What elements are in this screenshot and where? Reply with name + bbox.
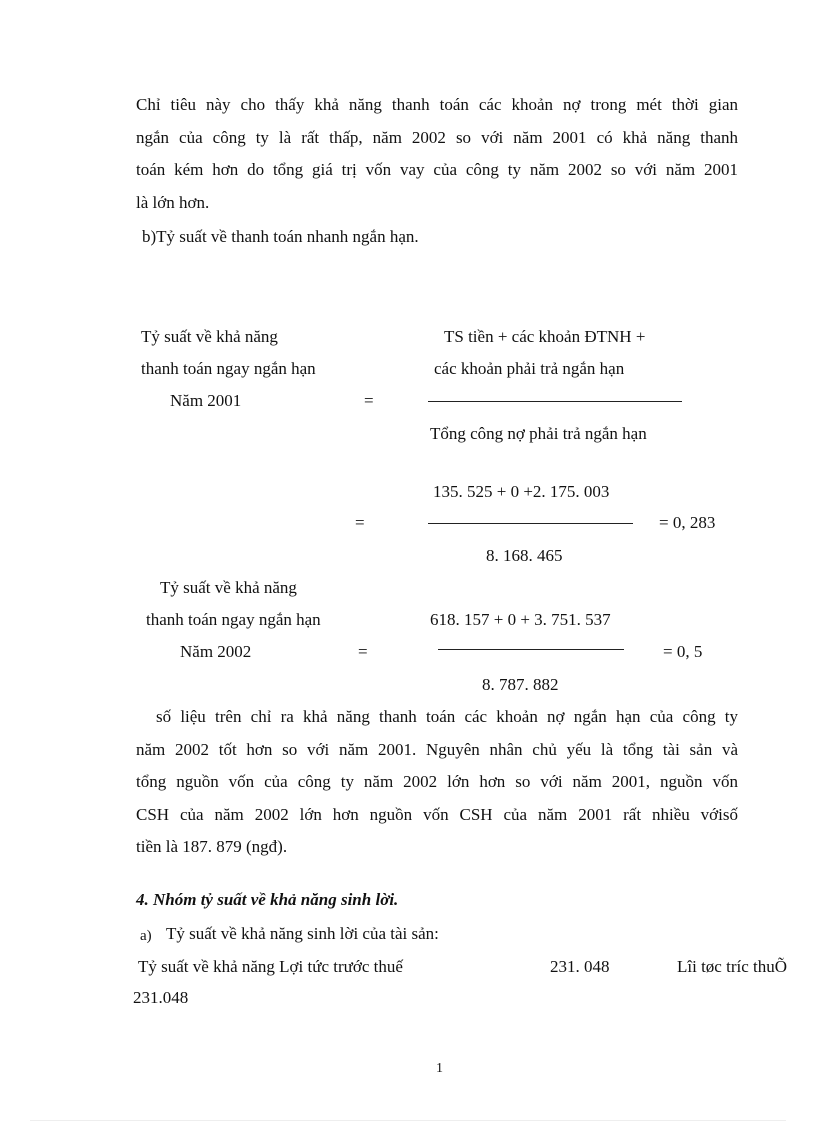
profit-row-value: 231. 048 [550,957,610,976]
formula-2001-label-year: Năm 2001 [170,391,242,410]
profit-row-continuation: 231.048 [133,988,189,1007]
formula-2002-denominator: 8. 787. 882 [482,675,559,694]
page-number: 1 [436,1061,443,1076]
profit-row-label: Tỷ suất về khả năng Lợi tức trước thuế [138,957,403,976]
formula-2002-label-year: Năm 2002 [180,642,252,661]
calc-2001-numerator: 135. 525 + 0 +2. 175. 003 [433,482,610,501]
fraction-bar [438,649,624,650]
paragraph-line: số liệu trên chỉ ra khả năng thanh toán các khoản nợ ngắn hạn của công ty [156,707,738,726]
profit-row-garbled: Lîi tøc tríc thuÕ [677,957,788,976]
paragraph-line: năm 2002 tốt hơn so với năm 2001. Nguyên nhân chủ yếu là tổng tài sản và [136,739,738,759]
formula-2002-label-line1: Tỷ suất về khả năng [160,578,297,597]
paragraph-line: toán kém hơn do tổng giá trị vốn vay của công ty năm 2002 so với năm 2001 [136,160,738,179]
paragraph-line: tiền là 187. 879 (ngđ). [136,837,288,856]
analysis-paragraph [136,701,738,864]
subheading-b: b)Tỷ suất về thanh toán nhanh ngắn hạn. [142,227,419,246]
formula-2001-numerator-line1: TS tiền + các khoản ĐTNH + [444,327,646,346]
intro-paragraph [136,89,738,219]
formula-2001-denominator: Tổng công nợ phải trả ngắn hạn [430,424,647,443]
section-heading: 4. Nhóm tỷ suất về khả năng sinh lời. [136,890,399,909]
equals-sign: = [355,513,365,532]
formula-2002-label-line2: thanh toán ngay ngắn hạn [146,610,321,629]
calc-2001-result: = 0, 283 [659,513,716,532]
page-bottom-divider [30,1120,786,1121]
formula-2001-label-line2: thanh toán ngay ngắn hạn [141,359,316,378]
item-marker: a) [140,928,152,944]
fraction-bar [428,401,682,402]
fraction-bar [428,523,633,524]
formula-2002-result: = 0, 5 [663,642,703,661]
formula-2001-label-line1: Tỷ suất về khả năng [141,327,278,346]
paragraph-line: CSH của năm 2002 lớn hơn nguồn vốn CSH của năm 2001 rất nhiều vớisố [136,804,738,824]
paragraph-line: là lớn hơn. [136,192,210,212]
paragraph-line: tổng nguồn vốn của công ty năm 2002 lớn hơn so với năm 2001, nguồn vốn [136,772,738,791]
equals-sign: = [364,391,374,410]
formula-2001-numerator-line2: các khoản phải trả ngắn hạn [434,359,625,378]
item-a-text: Tỷ suất về khả năng sinh lời của tài sản: [166,924,439,943]
formula-2002-numerator: 618. 157 + 0 + 3. 751. 537 [430,610,611,629]
calc-2001-denominator: 8. 168. 465 [486,546,563,565]
equals-sign: = [358,642,368,661]
paragraph-line: Chỉ tiêu này cho thấy khả năng thanh toán các khoản nợ trong mét thời gian [136,95,738,114]
paragraph-line: ngắn của công ty là rất thấp, năm 2002 so với năm 2001 có khả năng thanh [136,127,738,147]
